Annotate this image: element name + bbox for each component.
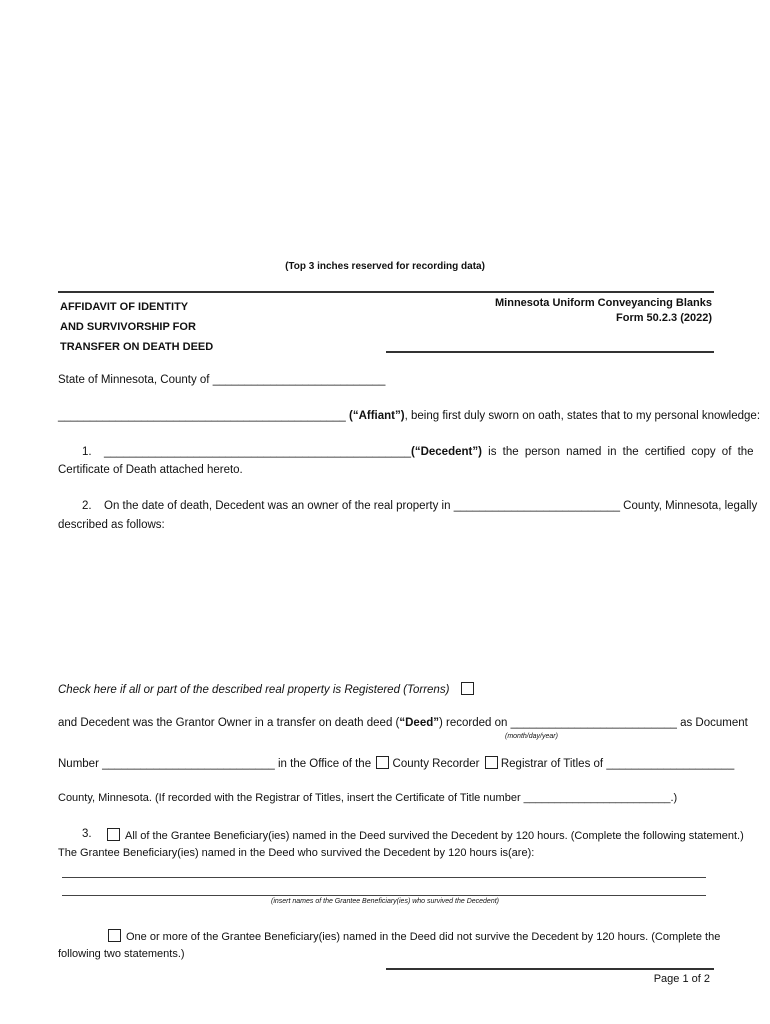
names-blank-line[interactable] — [62, 877, 706, 878]
torrens-checkbox[interactable] — [461, 682, 474, 695]
names-hint: (insert names of the Grantee Beneficiary(ies) who survived the Decedent) — [271, 898, 499, 905]
form-identity — [495, 296, 712, 326]
footer-rule — [386, 968, 714, 970]
item-3-line — [107, 828, 744, 842]
decedent-name-blank[interactable]: ________________________________________________ — [104, 446, 411, 458]
all-survived-text: All of the Grantee Beneficiary(ies) named in the Deed survived the Decedent by 120 hours. (Complete the following statement.) — [125, 830, 744, 842]
torrens-line — [58, 682, 474, 696]
registrar-label: Registrar of Titles of ____________________ — [500, 758, 735, 770]
item-1-number: 1. — [82, 446, 92, 458]
header-top-rule — [58, 291, 714, 293]
deed-label: “Deed” — [399, 717, 439, 729]
form-title-line: AND SURVIVORSHIP FOR — [60, 321, 196, 333]
form-title-line: AFFIDAVIT OF IDENTITY — [60, 301, 189, 313]
deed-post-text: ) recorded on __________________________ as Document — [439, 717, 748, 729]
item-2-line-2: described as follows: — [58, 519, 165, 531]
all-survived-checkbox[interactable] — [107, 828, 120, 841]
item-3-line-2: The Grantee Beneficiary(ies) named in the Deed who survived the Decedent by 120 hours is(are): — [58, 847, 535, 859]
item-1-line — [104, 446, 754, 458]
affiant-oath-text: , being first duly sworn on oath, states that to my personal knowledge: — [404, 410, 761, 422]
form-series: Minnesota Uniform Conveyancing Blanks — [495, 297, 712, 309]
document-number-line — [58, 756, 734, 770]
state-county-line: State of Minnesota, County of ___________________________ — [58, 374, 386, 386]
document-number-text: Number ___________________________ in the Office of the — [58, 758, 372, 770]
item-3-number: 3. — [82, 828, 92, 840]
form-number: Form 50.2.3 (2022) — [616, 312, 712, 324]
not-survived-text: One or more of the Grantee Beneficiary(ies) named in the Deed did not survive the Decedent by 120 hours. (Complete the — [126, 931, 721, 943]
item-1-line-2: Certificate of Death attached hereto. — [58, 464, 243, 476]
item-2-line: On the date of death, Decedent was an owner of the real property in __________________________ County, Minnesota, legally — [104, 500, 758, 512]
deed-pre-text: and Decedent was the Grantor Owner in a transfer on death deed ( — [58, 717, 400, 729]
page-number: Page 1 of 2 — [653, 973, 710, 985]
affiant-name-blank[interactable]: _____________________________________________ — [58, 410, 346, 422]
county-recorder-label: County Recorder — [392, 758, 480, 770]
item-4-line — [108, 929, 720, 943]
item-4-line-2: following two statements.) — [58, 948, 185, 960]
decedent-text: is the person named in the certified copy of the — [481, 446, 754, 458]
names-blank-line[interactable] — [62, 895, 706, 896]
form-title — [60, 297, 213, 357]
affiant-line — [58, 410, 761, 422]
decedent-label: (“Decedent”) — [411, 446, 482, 458]
recording-note: (Top 3 inches reserved for recording data) — [285, 261, 485, 272]
form-title-line: TRANSFER ON DEATH DEED — [60, 341, 214, 353]
registrar-checkbox[interactable] — [485, 756, 498, 769]
affiant-label: (“Affiant”) — [349, 410, 405, 422]
county-recorder-checkbox[interactable] — [376, 756, 389, 769]
deed-line — [58, 717, 748, 729]
header-bottom-rule — [386, 351, 714, 353]
not-survived-checkbox[interactable] — [108, 929, 121, 942]
item-2-number: 2. — [82, 500, 92, 512]
torrens-label: Check here if all or part of the described real property is Registered (Torrens) — [58, 684, 450, 696]
certificate-line: County, Minnesota. (If recorded with the Registrar of Titles, insert the Certificate of Title number ________________________.) — [58, 792, 678, 804]
date-format-hint: (month/day/year) — [505, 733, 558, 740]
